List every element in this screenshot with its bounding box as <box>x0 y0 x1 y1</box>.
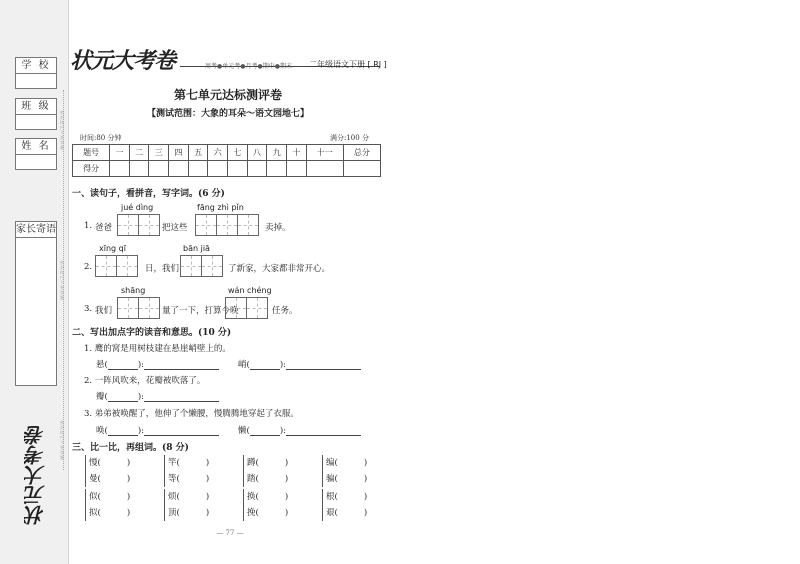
table-header-cell: 四 <box>169 145 189 161</box>
q2-2-a <box>96 390 219 402</box>
table-header-cell: 五 <box>188 145 208 161</box>
score-cell[interactable] <box>247 161 267 177</box>
table-header-cell: 十 <box>287 145 307 161</box>
time-limit: 时间:80 分钟 <box>80 134 122 142</box>
pair-char: 换( <box>247 492 259 502</box>
pair-close: ) <box>363 458 368 468</box>
writing-grid[interactable] <box>225 297 268 319</box>
table-header-cell: 一 <box>110 145 130 161</box>
pair-close: ) <box>363 474 368 484</box>
page-title: 第七单元达标测评卷 <box>173 88 282 102</box>
compare-pair <box>243 455 288 487</box>
q1-3-text-c: 任务。 <box>272 306 298 316</box>
pair-char: 蹲( <box>247 458 259 468</box>
q1-3-num: 3. <box>84 304 93 314</box>
pinyin: shāng <box>121 286 146 295</box>
q1-1-num: 1. <box>84 221 93 231</box>
score-cell[interactable] <box>208 161 228 177</box>
pinyin: bān jiā <box>183 244 210 253</box>
pair-close: ) <box>284 458 289 468</box>
section-3-title: 三、比一比，再组词。(8 分) <box>72 443 189 453</box>
table-header-cell: 九 <box>267 145 287 161</box>
school-label: 学 校 <box>16 58 56 74</box>
answer-blank[interactable] <box>286 360 361 370</box>
grade-label: 二年级语文下册 [ RJ ] <box>309 60 387 69</box>
answer-blank[interactable] <box>250 360 280 370</box>
pair-close: ) <box>205 474 210 484</box>
pair-char: 踏( <box>247 474 259 484</box>
test-scope: 【测试范围：大象的耳朵～语文园地七】 <box>146 109 309 119</box>
q1-1-text-a: 爸爸 <box>95 223 113 233</box>
pinyin: jué dìng <box>121 203 154 212</box>
q2-1-b <box>238 358 361 370</box>
q1-3-text-b: 量了一下，打算今晚 <box>162 306 239 316</box>
table-header-cell: 十一 <box>306 145 343 161</box>
q2-3-a-char: 唤( <box>96 426 108 436</box>
answer-blank[interactable] <box>108 426 138 436</box>
q2-1-a-char: 悬( <box>96 360 108 370</box>
compare-pair <box>85 489 130 521</box>
table-row-label: 得分 <box>73 161 110 177</box>
q2-3-a <box>96 424 219 436</box>
pair-char: 竿( <box>168 458 180 468</box>
q1-1-text-c: 卖掉。 <box>265 223 291 233</box>
compare-pair <box>243 489 288 521</box>
pair-char: 顶( <box>168 508 180 518</box>
pair-close: ) <box>284 508 289 518</box>
score-cell[interactable] <box>149 161 169 177</box>
header-subtitle: 周考●单元考●月考●期中●期末 <box>205 63 292 70</box>
pair-close: ) <box>205 508 210 518</box>
q2-2: 2. 一阵风吹来，花瓣被吹落了。 <box>84 376 206 386</box>
full-score: 满分:100 分 <box>330 134 369 142</box>
writing-grid[interactable] <box>117 297 160 319</box>
page-number: — 77 — <box>216 529 244 537</box>
pair-char: 烦( <box>168 492 180 502</box>
q2-3: 3. 弟弟被唤醒了，他伸了个懒腰，慢腾腾地穿起了衣服。 <box>84 409 299 419</box>
q2-1-b-char: 峭( <box>238 360 250 370</box>
q1-2-text-b: 日，我们 <box>145 264 180 274</box>
pair-char: 等( <box>168 474 180 484</box>
parent-comment-label: 家长寄语 <box>16 222 56 238</box>
score-cell[interactable] <box>267 161 287 177</box>
q2-3-a-close: ): <box>137 426 145 436</box>
pinyin: wán chéng <box>228 286 272 295</box>
name-box <box>15 138 57 170</box>
compare-pair <box>164 455 209 487</box>
answer-blank[interactable] <box>108 360 138 370</box>
table-header-cell: 二 <box>129 145 149 161</box>
answer-blank[interactable] <box>144 392 219 402</box>
pair-char: 曼( <box>89 474 101 484</box>
q2-3-b-close: ): <box>279 426 287 436</box>
seal-text-3: 密封线内不要答题 <box>60 420 64 460</box>
pair-close: ) <box>205 458 210 468</box>
answer-blank[interactable] <box>108 392 138 402</box>
table-header-cell: 八 <box>247 145 267 161</box>
section-1-title: 一、读句子，看拼音，写字词。(6 分) <box>72 189 225 199</box>
q1-2-num: 2. <box>84 262 93 272</box>
parent-comment-box <box>15 221 57 386</box>
q2-3-b-char: 懒( <box>238 426 250 436</box>
pair-char: 编( <box>326 458 338 468</box>
compare-pair <box>164 489 209 521</box>
seal-text-1: 密封线内不要答题 <box>60 110 64 150</box>
score-cell[interactable] <box>188 161 208 177</box>
score-table-header-row <box>73 145 381 161</box>
pair-char: 挽( <box>247 508 259 518</box>
q2-1-b-close: ): <box>279 360 287 370</box>
q2-1-a-close: ): <box>137 360 145 370</box>
seal-text-2: 密封线内不要答题 <box>60 260 64 300</box>
q1-3-text-a: 我们 <box>95 306 113 316</box>
score-cell[interactable] <box>169 161 189 177</box>
pair-close: ) <box>126 458 131 468</box>
table-header-cell: 七 <box>228 145 248 161</box>
pair-close: ) <box>126 492 131 502</box>
q2-1: 1. 鹰的窝是用树枝建在悬崖峭壁上的。 <box>84 344 231 354</box>
compare-pair <box>85 455 130 487</box>
pair-close: ) <box>205 492 210 502</box>
q2-2-a-char: 瓣( <box>96 392 108 402</box>
pair-char: 似( <box>89 492 101 502</box>
pair-close: ) <box>284 474 289 484</box>
sidebar-logo: 状元大考卷 <box>24 425 48 525</box>
answer-blank[interactable] <box>286 426 361 436</box>
pair-char: 根( <box>326 492 338 502</box>
compare-pair <box>322 489 367 521</box>
score-cell[interactable] <box>129 161 149 177</box>
writing-grid[interactable] <box>180 255 223 277</box>
score-cell[interactable] <box>287 161 307 177</box>
answer-blank[interactable] <box>250 426 280 436</box>
writing-grid[interactable] <box>95 255 138 277</box>
q2-1-a <box>96 358 219 370</box>
table-header-cell: 题号 <box>73 145 110 161</box>
pair-close: ) <box>363 508 368 518</box>
pair-char: 慢( <box>89 458 101 468</box>
q2-3-b <box>238 424 361 436</box>
answer-blank[interactable] <box>144 426 219 436</box>
writing-grid[interactable] <box>117 214 160 236</box>
writing-grid[interactable] <box>195 214 259 236</box>
score-cell[interactable] <box>228 161 248 177</box>
pair-close: ) <box>126 474 131 484</box>
table-header-cell: 总分 <box>343 145 380 161</box>
brand-logo: 状元大考卷 <box>70 49 176 74</box>
score-cell[interactable] <box>110 161 130 177</box>
table-header-cell: 六 <box>208 145 228 161</box>
pair-char: 拟( <box>89 508 101 518</box>
school-box <box>15 57 57 89</box>
score-table <box>72 144 381 177</box>
class-box <box>15 98 57 130</box>
answer-blank[interactable] <box>144 360 219 370</box>
pair-close: ) <box>363 492 368 502</box>
class-label: 班 级 <box>16 99 56 115</box>
pair-close: ) <box>284 492 289 502</box>
section-2-title: 二、写出加点字的读音和意思。(10 分) <box>72 328 232 338</box>
pair-close: ) <box>126 508 131 518</box>
pinyin: xīng qī <box>99 244 126 253</box>
pair-char: 骗( <box>326 474 338 484</box>
q1-2-text-c: 了新家，大家都非常开心。 <box>228 264 331 274</box>
score-cell[interactable] <box>306 161 343 177</box>
pinyin: fāng zhì pǐn <box>197 203 244 212</box>
score-cell[interactable] <box>343 161 380 177</box>
name-label: 姓 名 <box>16 139 56 155</box>
q1-1-text-b: 把这些 <box>162 223 188 233</box>
score-table-row <box>73 161 381 177</box>
pair-char: 艰( <box>326 508 338 518</box>
compare-pair <box>322 455 367 487</box>
q2-2-a-close: ): <box>137 392 145 402</box>
table-header-cell: 三 <box>149 145 169 161</box>
